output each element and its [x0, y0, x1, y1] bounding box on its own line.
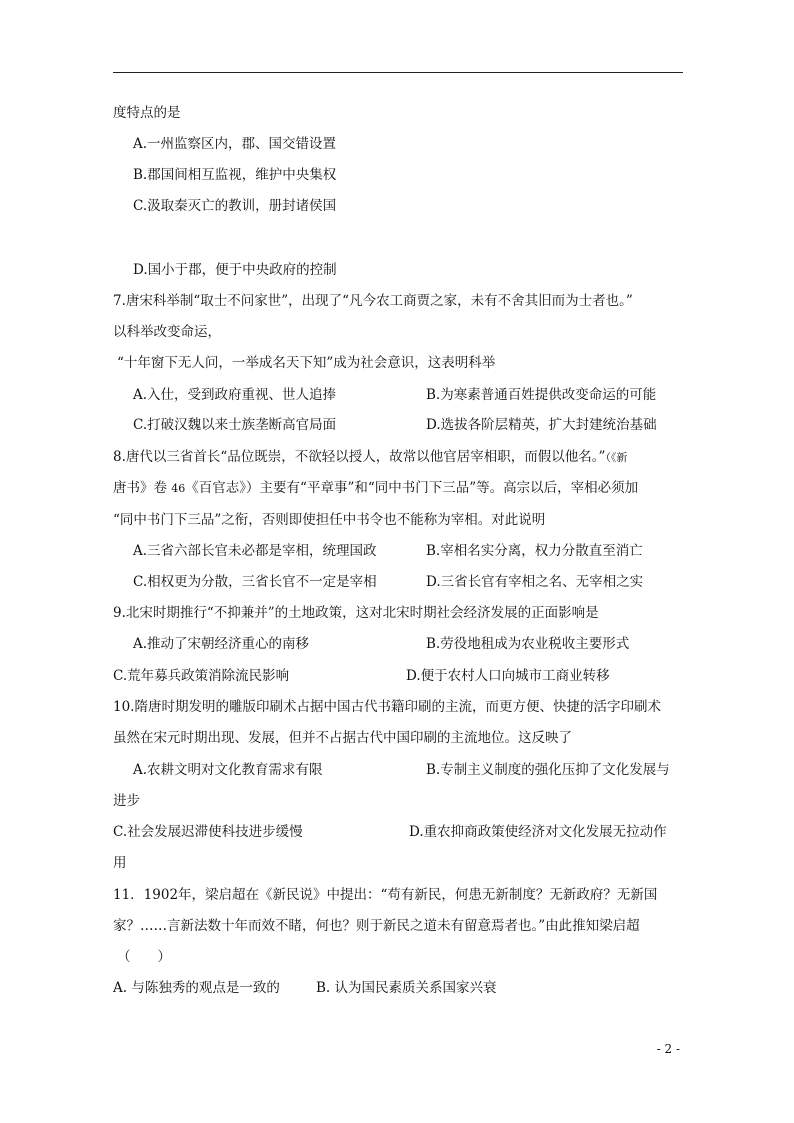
- q8-option-b: B.宰相名实分离，权力分散直至消亡: [426, 543, 643, 559]
- q10-option-b-wrap: 进步: [113, 793, 140, 809]
- q10-option-d: D.重农抑商政策使经济对文化发展无拉动作: [409, 824, 667, 840]
- q11-answer-paren: （ ）: [117, 949, 171, 965]
- q11-option-a: A. 与陈独秀的观点是一致的: [113, 980, 280, 996]
- page-number: - 2 -: [656, 1042, 680, 1056]
- q8-stem-text: 8.唐代以三省首长“品位既崇，不欲轻以授人，故常以他官居宰相职，而假以他名。”: [113, 449, 606, 465]
- q9-stem: 9.北宋时期推行“不抑兼并”的土地政策，这对北宋时期社会经济发展的正面影响是: [113, 605, 599, 621]
- q7-option-d: D.选拔各阶层精英，扩大封建统治基础: [426, 417, 657, 433]
- q11-option-b: B. 认为国民素质关系国家兴衰: [316, 980, 497, 996]
- q8-stem-line3: “同中书门下三品”之衔，否则即使担任中书令也不能称为宰相。对此说明: [113, 512, 546, 528]
- q8-stem-line2: [113, 479, 638, 498]
- q7-stem-line2: 以科举改变命运，: [113, 324, 221, 340]
- q8-stem-line1: [113, 448, 627, 467]
- q6-option-d: D.国小于郡，便于中央政府的控制: [133, 262, 337, 278]
- q10-option-d-wrap: 用: [113, 855, 127, 871]
- q8-option-d: D.三省长官有宰相之名、无宰相之实: [426, 574, 644, 590]
- q8-citation-open: （《新: [605, 451, 628, 464]
- q8-book-title: 唐书》卷: [113, 480, 167, 496]
- q10-option-a: A.农耕文明对文化教育需求有限: [133, 762, 323, 778]
- q10-stem-line2: 虽然在宋元时期出现、发展，但并不占据古代中国印刷的主流地位。这反映了: [113, 730, 572, 746]
- q8-option-c: C.相权更为分散，三省长官不一定是宰相: [133, 574, 377, 590]
- q7-stem-line1: 7.唐宋科举制“取士不问家世”，出现了“凡今农工商贾之家，未有不舍其旧而为士者也。”: [113, 293, 633, 309]
- q6-option-a: A.一州监察区内，郡、国交错设置: [133, 136, 337, 152]
- q11-stem-line2: 家？……言新法数十年而效不睹，何也？则于新民之道未有留意焉者也。”由此推知梁启超: [113, 918, 640, 934]
- q8-stem-continue: 主要有“平章事”和“同中书门下三品”等。高宗以后，宰相必须加: [259, 480, 639, 496]
- q8-volume-number: 46: [171, 482, 186, 495]
- q6-option-c: C.汲取秦灭亡的教训，册封诸侯国: [133, 198, 337, 214]
- q8-option-a: A.三省六部长官未必都是宰相，统理国政: [133, 543, 377, 559]
- q6-stem-tail: 度特点的是: [113, 105, 181, 121]
- q10-stem-line1: 10.隋唐时期发明的雕版印刷术占据中国古代书籍印刷的主流，而更方便、快捷的活字印刷术: [113, 699, 661, 715]
- q9-option-b: B.劳役地租成为农业税收主要形式: [426, 636, 630, 652]
- q7-option-c: C.打破汉魏以来士族垄断高官局面: [133, 417, 337, 433]
- header-rule: [113, 72, 683, 73]
- q7-option-b: B.为寒素普通百姓提供改变命运的可能: [426, 387, 657, 403]
- q7-option-a: A.入仕，受到政府重视、世人追捧: [133, 387, 337, 403]
- q9-option-d: D.便于农村人口向城市工商业转移: [406, 668, 610, 684]
- q6-option-b: B.郡国间相互监视，维护中央集权: [133, 167, 337, 183]
- q10-option-b: B.专制主义制度的强化压抑了文化发展与: [426, 762, 670, 778]
- q7-stem-line3: “十年窗下无人问，一举成名天下知”成为社会意识，这表明科举: [117, 355, 496, 371]
- q8-chapter-title: 《百官志》）: [185, 480, 260, 496]
- q10-option-c: C.社会发展迟滞使科技进步缓慢: [113, 824, 303, 840]
- q9-option-c: C.荒年募兵政策消除流民影响: [113, 668, 290, 684]
- q9-option-a: A.推动了宋朝经济重心的南移: [133, 636, 310, 652]
- q11-stem-line1: 11．1902年，梁启超在《新民说》中提出：“苟有新民，何患无新制度？无新政府？无新国: [113, 887, 658, 903]
